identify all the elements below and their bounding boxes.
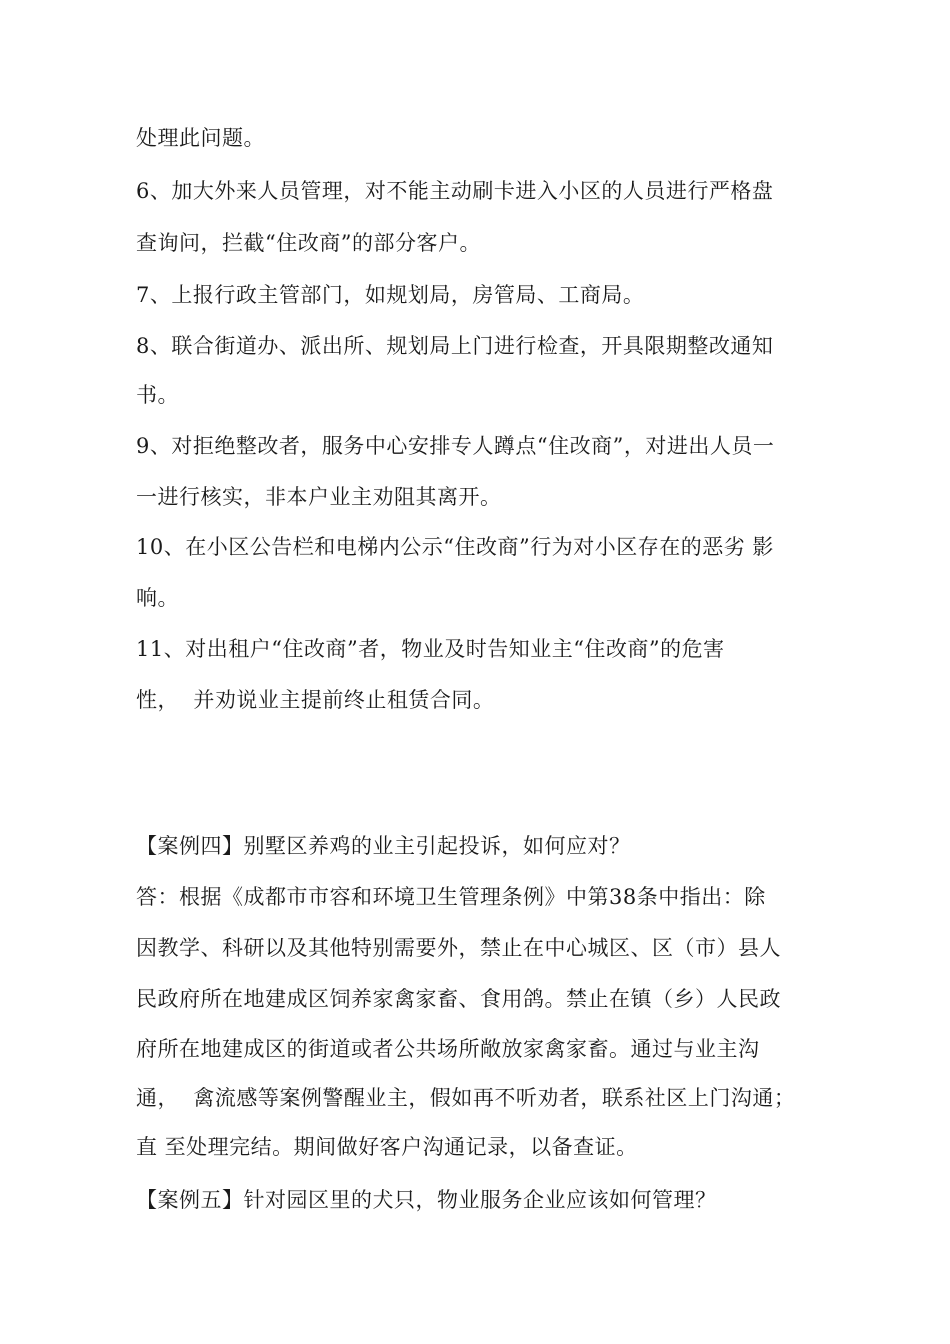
text-line: 直 至处理完结。期间做好客户沟通记录，以备查证。 [136, 1135, 638, 1159]
text-line: 民政府所在地建成区饲养家禽家畜、食用鸽。禁止在镇（乡）人民政 [136, 987, 781, 1011]
text-line: 查询问，拦截“住改商”的部分客户。 [136, 231, 481, 255]
text-line: 府所在地建成区的街道或者公共场所敞放家禽家畜。通过与业主沟 [136, 1037, 760, 1061]
text-line: 性， 并劝说业主提前终止租赁合同。 [136, 688, 495, 712]
text-line: 11、对出租户“住改商”者，物业及时告知业主“住改商”的危害 [136, 637, 725, 661]
text-line: 10、在小区公告栏和电梯内公示“住改商”行为对小区存在的恶劣 影 [136, 535, 774, 559]
text-line: 6、加大外来人员管理，对不能主动刷卡进入小区的人员进行严格盘 [136, 179, 774, 203]
text-line: 9、对拒绝整改者，服务中心安排专人蹲点“住改商”，对进出人员一 [136, 434, 775, 458]
text-line: 7、上报行政主管部门，如规划局，房管局、工商局。 [136, 283, 645, 307]
text-line: 处理此问题。 [136, 126, 265, 150]
text-line: 8、联合街道办、派出所、规划局上门进行检查，开具限期整改通知 [136, 334, 774, 358]
text-line: 书。 [136, 383, 179, 407]
text-line: 因教学、科研以及其他特别需要外，禁止在中心城区、区（市）县人 [136, 936, 781, 960]
text-line: 通， 禽流感等案例警醒业主，假如再不听劝者，联系社区上门沟通； [136, 1086, 796, 1110]
text-line: 答：根据《成都市市容和环境卫生管理条例》中第38条中指出：除 [136, 885, 766, 909]
case-heading: 【案例四】别墅区养鸡的业主引起投诉，如何应对？ [136, 834, 631, 858]
case-heading: 【案例五】针对园区里的犬只，物业服务企业应该如何管理？ [136, 1188, 717, 1212]
text-line: 一进行核实，非本户业主劝阻其离开。 [136, 485, 502, 509]
text-line: 响。 [136, 586, 179, 610]
